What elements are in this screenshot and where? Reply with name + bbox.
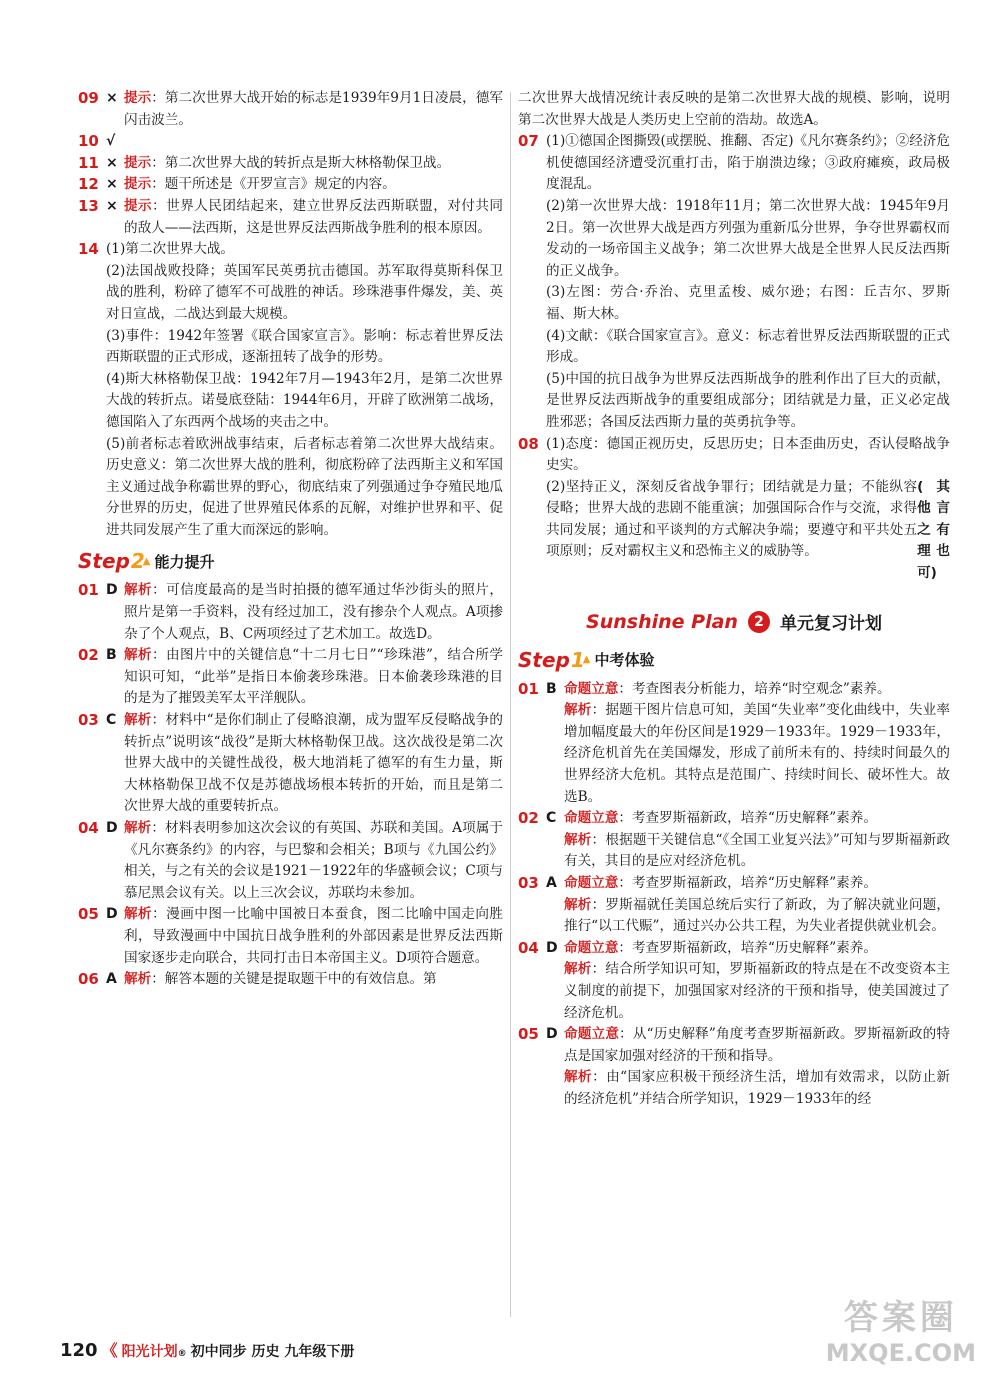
answer-mark: C [546,810,557,827]
answer-mark: × [106,197,118,214]
answer-mark: D [106,820,118,836]
site-watermark [826,1290,976,1367]
registered-mark: ® [177,1349,187,1359]
item-number: 03 [518,874,539,892]
step-word: Step [518,647,570,672]
item-number: 10 [78,132,99,151]
answer-14-part-3: (3)事件：1942年签署《联合国家宣言》。影响：标志着世界反法西斯联盟的正式形成，逐渐扭转了战争的形势。 [106,327,503,366]
analysis-label: 解析 [564,831,592,848]
intent-text: 从“历史解释”角度考查罗斯福新政。罗斯福新政的特点是国家加强对经济的干预和指导。 [564,1026,951,1064]
answer-mark: √ [106,133,116,150]
answer-text: 第二次世界大战开始的标志是1939年9月1日凌晨，德军闪击波兰。 [124,90,504,128]
intent-text: 考查罗斯福新政，培养“历史解释”素养。 [631,810,877,827]
intent-label: 命题立意 [564,810,619,827]
answer-text: 材料中“是你们制止了侵略浪潮，成为盟军反侵略战争的转折点”说明该“战役”是斯大林格勒保卫战。这次战役是第二次世界大战中的关键性战役，极大地消耗了德军的有生力量，斯大林格勒保卫战不仅是苏德战场根本转折的开始，而且是第二次世界大战的重要转折点。 [124,712,503,815]
answer-07-part-4: (4)文献：《联合国家宣言》。意义：标志着世界反法西斯联盟的正式形成。 [546,327,950,366]
item-number: 13 [78,196,99,215]
answer-07-part-3: (3)左图：劳合·乔治、克里孟梭、威尔逊；右图：丘吉尔、罗斯福、斯大林。 [546,284,950,322]
answer-text: (1)第二次世界大战。 [106,241,235,258]
item-number: 03 [78,711,99,730]
answer-text: 材料表明参加这次会议的有英国、苏联和美国。A项属于《凡尔赛条约》的内容，与巴黎和会相关；B项与《九国公约》相关，与之有关的会议是1921－1922年的华盛顿会议；C项与慕尼黑会议有关。以上三次会议，苏联均未参加。 [124,820,504,901]
answer-mark: B [106,647,117,664]
analysis-label: 解析 [124,712,152,729]
item-number: 11 [78,153,99,172]
item-number: 01 [78,581,99,600]
analysis-label: 解析 [564,702,592,719]
answer-mark: D [546,939,558,956]
item-number: 04 [518,938,539,957]
item-number: 05 [518,1025,539,1044]
answer-text: (1)态度：德国正视历史，反思历史；日本歪曲历史，否认侵略战争史实。 [546,435,950,474]
answer-mark: D [106,906,118,923]
answer-10 [78,131,503,153]
intent-label: 命题立意 [564,680,619,697]
item-number: 01 [518,679,539,698]
answer-mark: A [106,971,117,988]
step-number: 2 [130,549,145,574]
answer-text: 第二次世界大战的转折点是斯大林格勒保卫战。 [164,154,451,171]
analysis-label: 解析 [564,1069,593,1086]
answer-text: 二次世界大战情况统计表反映的是第二次世界大战的规模、影响，说明第二次世界大战是人类历史上空前的浩劫。故选A。 [518,90,950,128]
solution-05: 05 D 解析：漫画中图一比喻中国被日本蚕食，图二比喻中国走向胜利，导致漫画中中国抗日战争胜利的外部因素是世界反法西斯国家逐步走向联合，共同打击日本帝国主义。D项符合题意。 [78,904,503,969]
answer-mark: D [106,582,118,599]
answer-08 [518,434,950,477]
column-divider [510,92,511,1317]
step-title: 中考体验 [594,651,655,670]
step-number: 1 [570,647,585,672]
intent-text: 考查罗斯福新政，培养“历史解释”素养。 [631,939,877,956]
analysis-label: 解析 [564,896,592,913]
answer-mark: A [546,875,557,891]
analysis-label: 解析 [124,647,153,664]
plan-heading: 单元复习计划 [779,614,882,635]
solution-01: 01 D 解析：可信度最高的是当时拍摄的德军通过华沙街头的照片，照片是第一手资料，没有经过加工，没有掺杂个人观点。A项掺杂了个人观点，B、C两项经过了艺术加工。故选D。 [78,580,503,645]
chevron-icon: 《 [101,1341,118,1360]
item-number: 14 [78,240,99,259]
plan-title: Sunshine Plan [586,610,738,633]
exam-04: 04 D 命题立意：考查罗斯福新政，培养“历史解释”素养。 解析：结合所学知识可知，罗斯福新政的特点是在不改变资本主义制度的前提下，加强国家对经济的干预和指导，使美国渡过了经济危机。 [518,938,950,1024]
answer-text: 可信度最高的是当时拍摄的德军通过华沙街头的照片，照片是第一手资料，没有经过加工，没有掺杂个人观点。A项掺杂了个人观点，B、C两项经过了艺术加工。故选D。 [124,582,504,642]
item-number: 06 [78,970,99,989]
step-2-heading [78,546,503,576]
brand-name: 阳光计划 [121,1344,178,1360]
answer-mark: × [106,176,118,193]
analysis-label: 解析 [124,820,152,836]
hint-label: 提示 [124,197,153,214]
step-arrow-icon: ▲ [582,654,591,666]
answer-text: 题干所述是《开罗宣言》规定的内容。 [164,176,396,193]
page-footer [60,1338,354,1361]
analysis-label: 解析 [564,961,592,978]
answer-08-part-2: (2)坚持正义，深刻反省战争罪行；团结就是力量；不能纵容侵略；世界大战的悲剧不能重演；加强国际合作与交流，求得共同发展；通过和平谈判的方式解决争端；要遵守和平共处五项原则；反对霸权主义和恐怖主义的威胁等。 (其他言之有理也可) [518,477,950,585]
answer-07 [518,131,950,196]
exam-05: 05 D 命题立意：从“历史解释”角度考查罗斯福新政。罗斯福新政的特点是国家加强对经济的干预和指导。 解析：由“国家应积极干预经济生活，增加有效需求，以防止新的经济危机”并结合所学知识，1929－1933年的经 [518,1024,950,1110]
solution-03: 03 C 解析：材料中“是你们制止了侵略浪潮，成为盟军反侵略战争的转折点”说明该“战役”是斯大林格勒保卫战。这次战役是第二次世界大战中的关键性战役，极大地消耗了德军的有生力量，斯大林格勒保卫战不仅是苏德战场根本转折的开始，而且是第二次世界大战的重要转折点。 [78,710,503,818]
item-number: 04 [78,819,99,837]
solution-02: 02 B 解析：由图片中的关键信息“十二月七日”“珍珠港”，结合所学知识可知，“此举”是指日本偷袭珍珠港。日本偷袭珍珠港的目的是为了摧毁美军太平洋舰队。 [78,645,503,710]
item-number: 07 [518,132,539,151]
item-number: 05 [78,905,99,924]
solution-04: 04 D 解析：材料表明参加这次会议的有英国、苏联和美国。A项属于《凡尔赛条约》的内容，与巴黎和会相关；B项与《九国公约》相关，与之有关的会议是1921－1922年的华盛顿会议；C项与慕尼黑会议有关。以上三次会议，苏联均未参加。 [78,818,503,904]
hint-label: 提示 [124,154,152,171]
intent-text: 考查图表分析能力，培养“时空观念”素养。 [631,680,891,697]
left-column [78,88,503,991]
item-number: 02 [78,646,99,665]
item-number: 12 [78,175,99,194]
answer-mark: × [106,90,118,106]
exam-03: 03 A 命题立意：考查罗斯福新政，培养“历史解释”素养。 解析：罗斯福就任美国总统后实行了新政，为了解决就业问题，推行“以工代赈”，通过兴办公共工程，为失业者提供就业机会。 [518,873,950,938]
answer-text: 世界人民团结起来，建立世界反法西斯联盟，对付共同的敌人——法西斯，这是世界反法西斯战争胜利的根本原因。 [124,197,504,236]
item-number: 09 [78,89,99,107]
page-number: 120 [60,1340,98,1361]
analysis-label: 解析 [124,971,152,988]
item-number: 02 [518,809,539,828]
answer-text: 解答本题的关键是提取题干中的有效信息。第 [164,971,437,988]
answer-14-part-2: (2)法国战败投降；英国军民英勇抗击德国。苏军取得莫斯科保卫战的胜利，粉碎了德军不可战胜的神话。珍珠港事件爆发，美、英对日宣战，二战达到最大规模。 [106,262,503,322]
answer-11: 11 × 提示：第二次世界大战的转折点是斯大林格勒保卫战。 [78,153,503,175]
intent-label: 命题立意 [564,875,619,891]
step-word: Step [78,549,130,574]
answer-mark: C [106,712,117,729]
answer-09: 09 × 提示：第二次世界大战开始的标志是1939年9月1日凌晨，德军闪击波兰。 [78,88,503,131]
hint-label: 提示 [124,90,152,106]
unit-review-banner [518,605,950,639]
watermark-url: MXQE.COM [825,1339,976,1367]
solution-06: 06 A 解析：解答本题的关键是提取题干中的有效信息。第 [78,969,503,991]
intent-label: 命题立意 [564,939,619,956]
answer-mark: D [546,1026,558,1043]
answer-13: 13 × 提示：世界人民团结起来，建立世界反法西斯联盟，对付共同的敌人——法西斯，这是世界反法西斯战争胜利的根本原因。 [78,196,503,239]
answer-text: 结合所学知识可知，罗斯福新政的特点是在不改变资本主义制度的前提下，加强国家对经济的干预和指导，使美国渡过了经济危机。 [564,961,951,1021]
answer-07-part-5: (5)中国的抗日战争为世界反法西斯战争的胜利作出了巨大的贡献，是世界反法西斯战争的重要组成部分；团结就是力量，正义必定战胜邪恶；各国反法西斯力量的英勇抗争等。 [546,370,950,430]
answer-14 [78,239,503,261]
exam-02: 02 C 命题立意：考查罗斯福新政，培养“历史解释”素养。 解析：根据题干关键信息“《全国工业复兴法》”可知与罗斯福新政有关，其目的是应对经济危机。 [518,808,950,873]
analysis-label: 解析 [124,906,153,923]
plan-number-badge: 2 [748,611,770,633]
step-arrow-icon: ▲ [142,555,151,567]
intent-label: 命题立意 [564,1026,620,1043]
answer-text: 由“国家应积极干预经济生活，增加有效需求，以防止新的经济危机”并结合所学知识，1929－1933年的经 [564,1069,951,1107]
answer-text: (1)①德国企图撕毁(或摆脱、推翻、否定)《凡尔赛条约》；②经济危机使德国经济遭受沉重打击，陷于崩溃边缘；③政府瘫痪，政局极度混乱。 [546,133,950,193]
hint-label: 提示 [124,176,152,193]
step-1-heading [518,645,950,675]
answer-14-part-5: (5)前者标志着欧洲战事结束，后者标志着第二次世界大战结束。历史意义：第二次世界大战的胜利，彻底粉碎了法西斯主义和军国主义通过战争称霸世界的野心，彻底结束了列强通过争夺殖民地瓜分世界的历史，促进了世界殖民体系的瓦解，对维护世界和平、促进共同发展产生了重大而深远的影响。 [106,435,503,538]
step-title: 能力提升 [154,552,215,571]
answer-text: 由图片中的关键信息“十二月七日”“珍珠港”，结合所学知识可知，“此举”是指日本偷袭珍珠港。日本偷袭珍珠港的目的是为了摧毁美军太平洋舰队。 [124,647,504,707]
item-number: 08 [518,434,539,453]
answer-12: 12 × 提示：题干所述是《开罗宣言》规定的内容。 [78,174,503,196]
answer-note: (其他言之有理也可) [917,478,950,582]
right-column [518,88,950,1111]
answer-14-part-4: (4)斯大林格勒保卫战：1942年7月—1943年2月，是第二次世界大战的转折点。诺曼底登陆：1944年6月，开辟了欧洲第二战场，德国陷入了东西两个战场的夹击之中。 [106,370,503,430]
answer-text: 漫画中图一比喻中国被日本蚕食，图二比喻中国走向胜利，导致漫画中中国抗日战争胜利的外部因素是世界反法西斯国家逐步走向联合，共同打击日本帝国主义。D项符合题意。 [124,906,504,966]
answer-mark: × [106,154,118,171]
answer-mark: B [546,680,557,697]
intent-text: 考查罗斯福新政，培养“历史解释”素养。 [631,875,877,891]
exam-01: 01 B 命题立意：考查图表分析能力，培养“时空观念”素养。 解析：据题干图片信息可知，美国“失业率”变化曲线中，失业率增加幅度最大的年份区间是1929－1933年。1929－1933年，经济危机首先在美国爆发，形成了前所未有的、持续时间最久的世界经济大危机。其特点是范围广、持续时间长、破坏性大。故选B。 [518,679,950,809]
book-title: 初中同步 历史 九年级下册 [190,1344,355,1360]
analysis-label: 解析 [124,582,153,599]
answer-text: 据题干图片信息可知，美国“失业率”变化曲线中，失业率增加幅度最大的年份区间是1929－1933年。1929－1933年，经济危机首先在美国爆发，形成了前所未有的、持续时间最久的世界经济大危机。其特点是范围广、持续时间长、破坏性大。故选B。 [564,702,951,805]
answer-text: 罗斯福就任美国总统后实行了新政，为了解决就业问题，推行“以工代赈”，通过兴办公共工程，为失业者提供就业机会。 [564,896,951,935]
watermark-logo: 答案圈 [843,1298,958,1338]
solution-06-continued [518,88,950,131]
answer-07-part-2: (2)第一次世界大战：1918年11月；第二次世界大战：1945年9月2日。第一次世界大战是西方列强为重新瓜分世界，争夺世界霸权而发动的一场帝国主义战争；第二次世界大战是全世界人民反法西斯的正义战争。 [546,197,950,279]
answer-text: 根据题干关键信息“《全国工业复兴法》”可知与罗斯福新政有关，其目的是应对经济危机。 [564,831,951,870]
